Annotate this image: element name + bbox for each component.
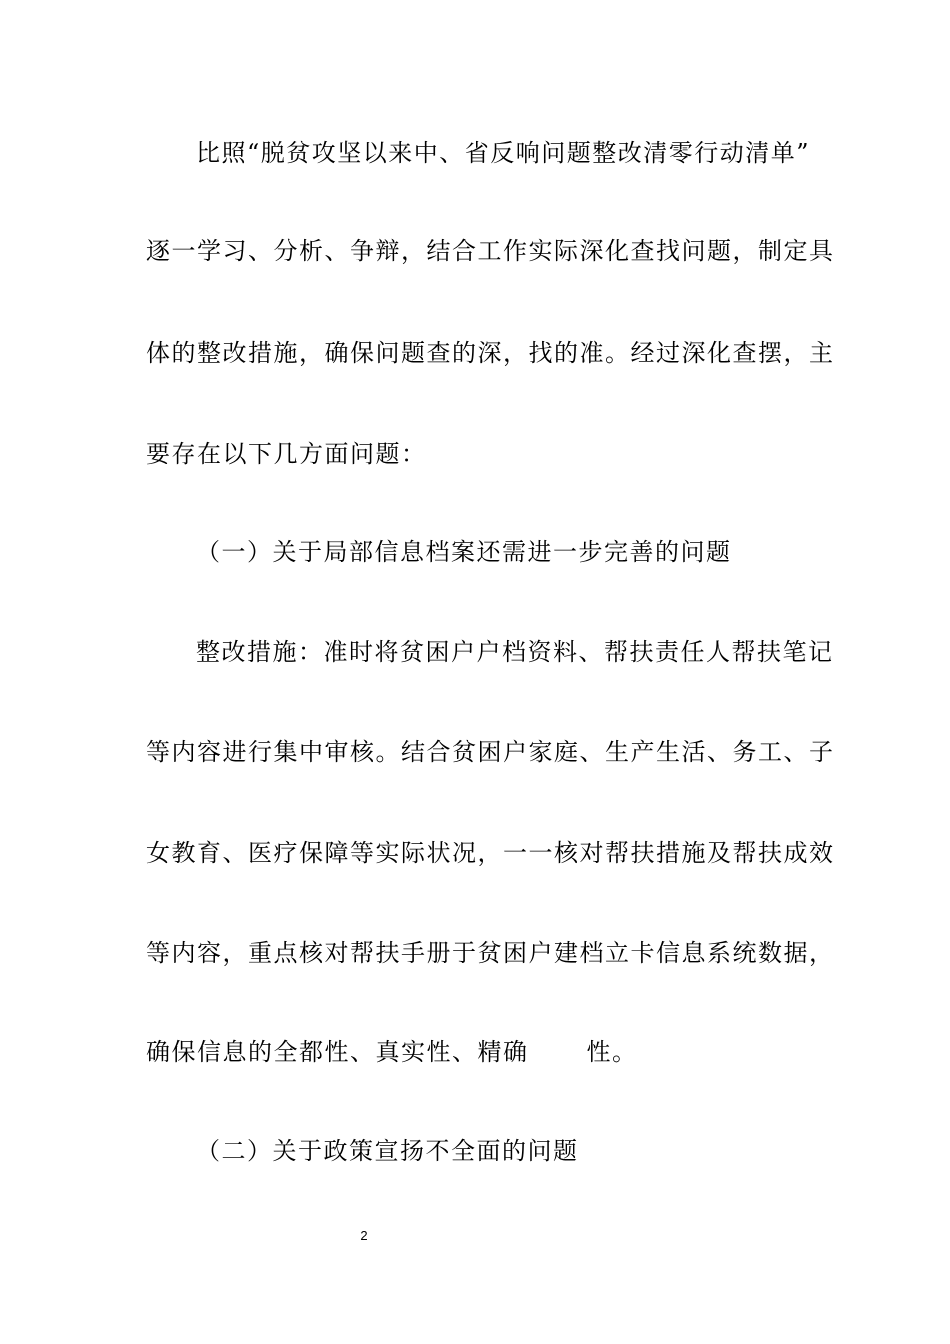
page-number: 2 xyxy=(360,1228,368,1243)
paragraph-line-2: 逐一学习、分析、争辩，结合工作实际深化查找问题，制定具 xyxy=(146,237,835,265)
paragraph-line-9-part-a: 确保信息的全都性、真实性、精确 xyxy=(146,1038,529,1066)
paragraph-line-9 xyxy=(146,1036,806,1068)
section-heading-1: （一）关于局部信息档案还需进一步完善的问题 xyxy=(196,538,732,566)
paragraph-line-9-part-b: 性。 xyxy=(586,1038,638,1066)
paragraph-line-8: 等内容，重点核对帮扶手册于贫困户建档立卡信息系统数据， xyxy=(146,939,835,967)
paragraph-line-4: 要存在以下几方面问题： xyxy=(146,440,427,468)
paragraph-line-7: 女教育、医疗保障等实际状况，一一核对帮扶措施及帮扶成效 xyxy=(146,839,835,867)
paragraph-line-3: 体的整改措施，确保问题查的深，找的准。经过深化查摆，主 xyxy=(146,339,835,367)
paragraph-line-5: 整改措施：准时将贫困户户档资料、帮扶责任人帮扶笔记 xyxy=(196,638,834,666)
paragraph-line-6: 等内容进行集中审核。结合贫困户家庭、生产生活、务工、子 xyxy=(146,738,835,766)
section-heading-2: （二）关于政策宣扬不全面的问题 xyxy=(196,1137,579,1165)
paragraph-line-1: 比照“脱贫攻坚以来中、省反响问题整改清零行动清单” xyxy=(196,139,811,167)
